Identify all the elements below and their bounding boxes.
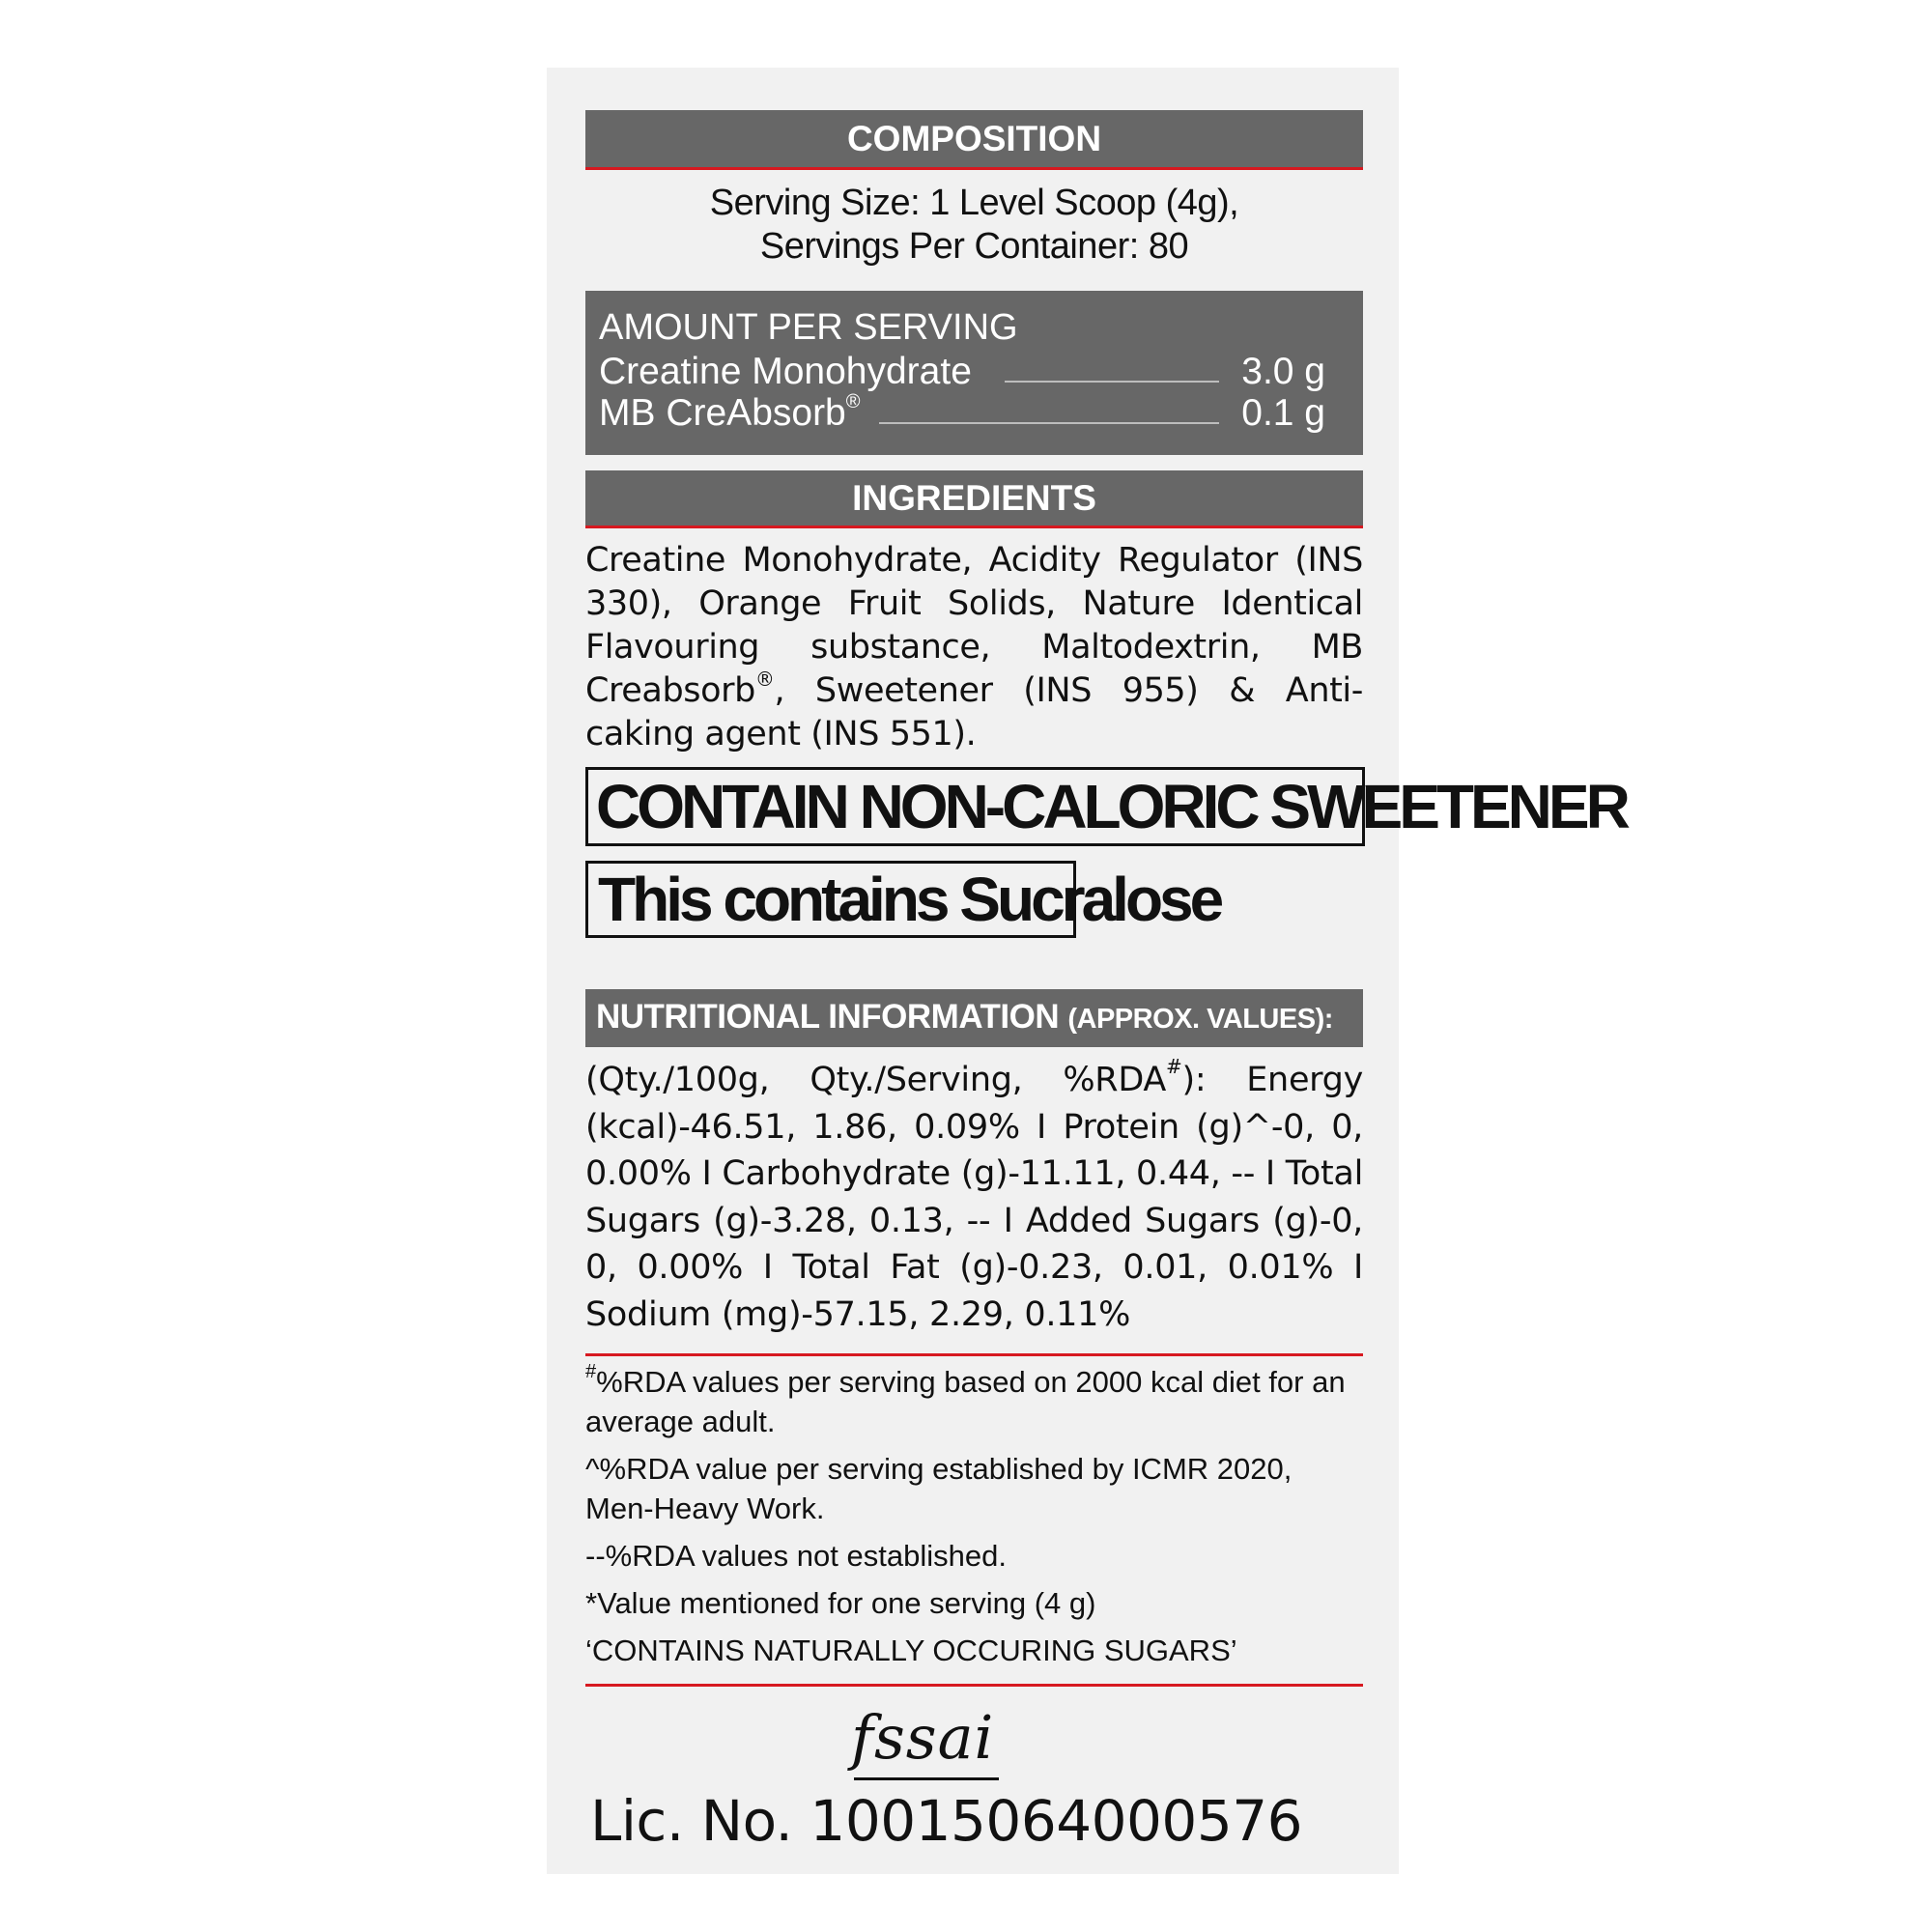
leader-line [879, 422, 1219, 424]
hash-mark: # [585, 1361, 597, 1382]
footnote [585, 1362, 1363, 1441]
serving-info [585, 182, 1363, 269]
footnotes [585, 1362, 1363, 1678]
amount-name-text: MB CreAbsorb [599, 392, 846, 434]
fssai-logo-underline [854, 1777, 999, 1780]
divider [585, 1353, 1363, 1356]
footnote-text: %RDA values per serving based on 2000 kcal diet for an average adult. [585, 1365, 1346, 1438]
hash-mark: # [1166, 1055, 1182, 1078]
amount-heading: AMOUNT PER SERVING [599, 307, 1018, 348]
license-number: Lic. No. 10015064000576 [590, 1788, 1303, 1854]
footnote: --%RDA values not established. [585, 1539, 1007, 1573]
nutrition-part: (Qty./100g, Qty./Serving, %RDA [585, 1061, 1167, 1099]
ingredients-text [585, 539, 1363, 756]
footnote: *Value mentioned for one serving (4 g) [585, 1586, 1096, 1620]
amount-value: 3.0 g [1241, 351, 1325, 392]
footnote: ‘CONTAINS NATURALLY OCCURING SUGARS’ [585, 1634, 1237, 1667]
servings-per-container: Servings Per Container: 80 [759, 226, 1189, 267]
serving-size: Serving Size: 1 Level Scoop (4g), [709, 183, 1239, 223]
nutrition-title-suffix: (APPROX. VALUES): [1067, 1004, 1333, 1035]
amount-name: Creatine Monohydrate [599, 351, 972, 392]
amount-value: 0.1 g [1241, 392, 1325, 434]
ingredients-part: , Sweetener (INS 955) & Anti-caking agent (INS 551). [585, 671, 1363, 753]
amount-row [599, 392, 1350, 434]
composition-header: COMPOSITION [585, 110, 1363, 170]
non-caloric-sweetener-warning: CONTAIN NON-CALORIC SWEETENER [585, 767, 1365, 846]
nutrition-title: NUTRITIONAL INFORMATION [596, 998, 1060, 1036]
sucralose-warning: This contains Sucralose [585, 861, 1076, 938]
amount-name [599, 392, 861, 434]
ingredients-header: INGREDIENTS [585, 470, 1363, 528]
nutrition-header [585, 989, 1363, 1047]
amount-per-serving-box [585, 291, 1363, 455]
label-panel [547, 68, 1627, 1874]
nutrition-text [585, 1057, 1363, 1338]
amount-row [599, 351, 1350, 392]
registered-mark: ® [845, 391, 861, 412]
registered-mark: ® [754, 668, 775, 691]
leader-line [1005, 381, 1219, 383]
footnote: ^%RDA value per serving established by ICMR 2020, Men-Heavy Work. [585, 1452, 1293, 1525]
fssai-logo: fssai [851, 1702, 995, 1773]
nutrition-part: ): Energy (kcal)-46.51, 1.86, 0.09% I Protein (g)^-0, 0, 0.00% I Carbohydrate (g)-11.11, 0.44, -- I Total Sugars (g)-3.28, 0.13, -- I Added Sugars (g)-0, 0, 0.00% I Total Fat (g)-0.23, 0.01, 0.01% I Sodium (mg)-57.15, 2.29, 0.11% [585, 1061, 1363, 1334]
ingredients-part: Creatine Monohydrate, Acidity Regulator (INS 330), Orange Fruit Solids, Nature Identical Flavouring substance, Maltodextrin, MB Creabsorb [585, 541, 1363, 710]
divider [585, 1684, 1363, 1687]
